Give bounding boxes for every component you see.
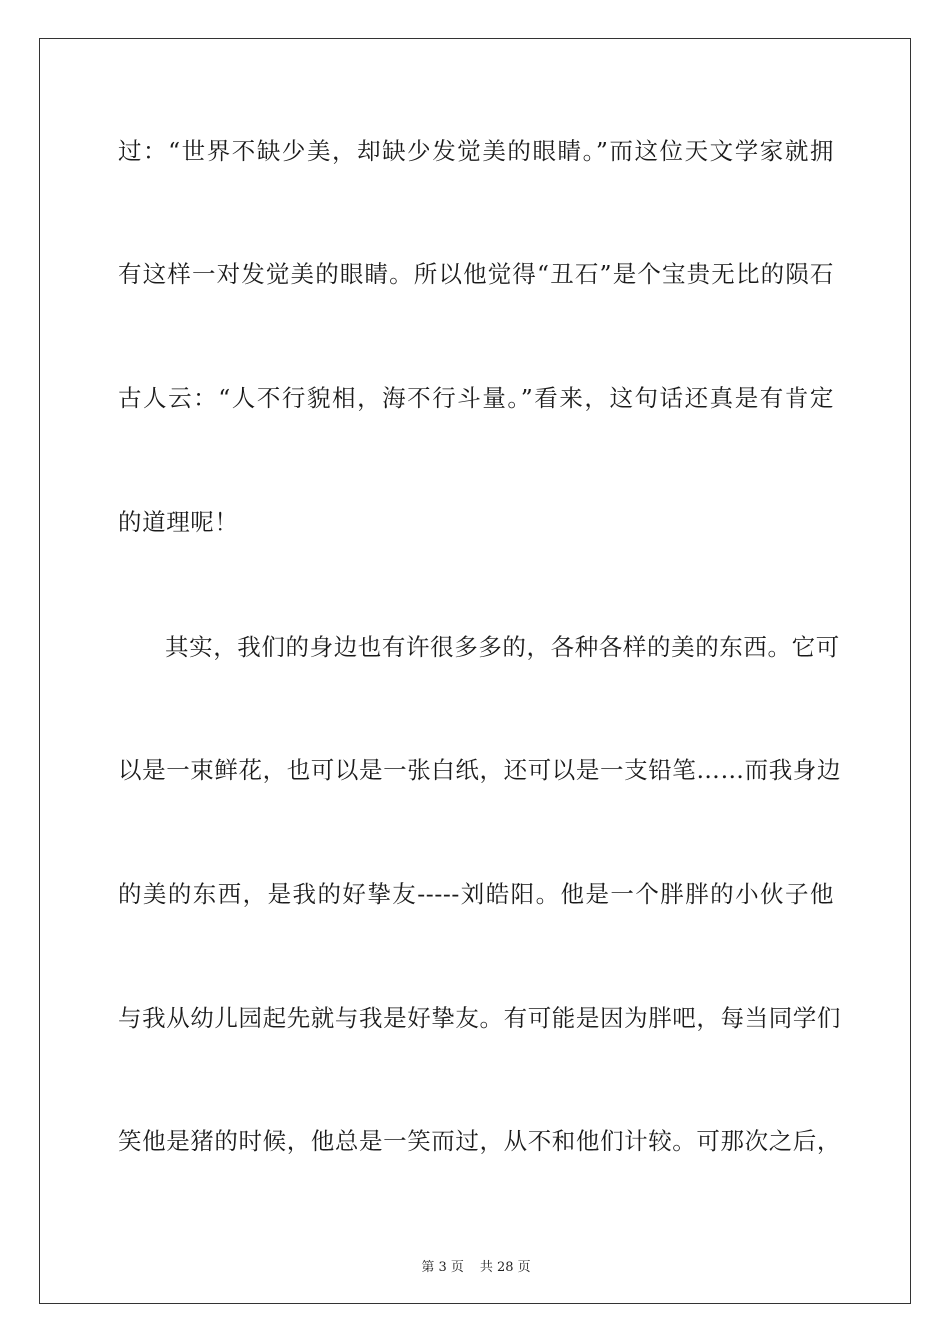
text-line: 的道理呢！ xyxy=(118,508,239,536)
paragraph-first-line: 其实，我们的身边也有许很多多的，各种各样的美的东西。它可 xyxy=(165,633,840,661)
text-line: 过：“世界不缺少美，却缺少发觉美的眼睛。”而这位天文学家就拥 xyxy=(118,137,834,165)
page-number: 第 3 页 xyxy=(421,1260,464,1275)
text-line: 笑他是猪的时候，他总是一笑而过，从不和他们计较。可那次之后， xyxy=(118,1127,841,1155)
page-footer xyxy=(40,1256,912,1275)
total-pages: 共 28 页 xyxy=(479,1260,531,1275)
text-line: 以是一束鲜花，也可以是一张白纸，还可以是一支铅笔……而我身边 xyxy=(118,756,841,784)
text-line: 与我从幼儿园起先就与我是好挚友。有可能是因为胖吧，每当同学们 xyxy=(118,1004,841,1032)
page-frame xyxy=(39,38,911,1304)
text-line: 的美的东西，是我的好挚友-----刘皓阳。他是一个胖胖的小伙子他 xyxy=(118,880,834,908)
text-line: 有这样一对发觉美的眼睛。所以他觉得“丑石”是个宝贵无比的陨石 xyxy=(118,260,834,288)
text-line: 古人云：“人不行貌相，海不行斗量。”看来，这句话还真是有肯定 xyxy=(118,384,834,412)
